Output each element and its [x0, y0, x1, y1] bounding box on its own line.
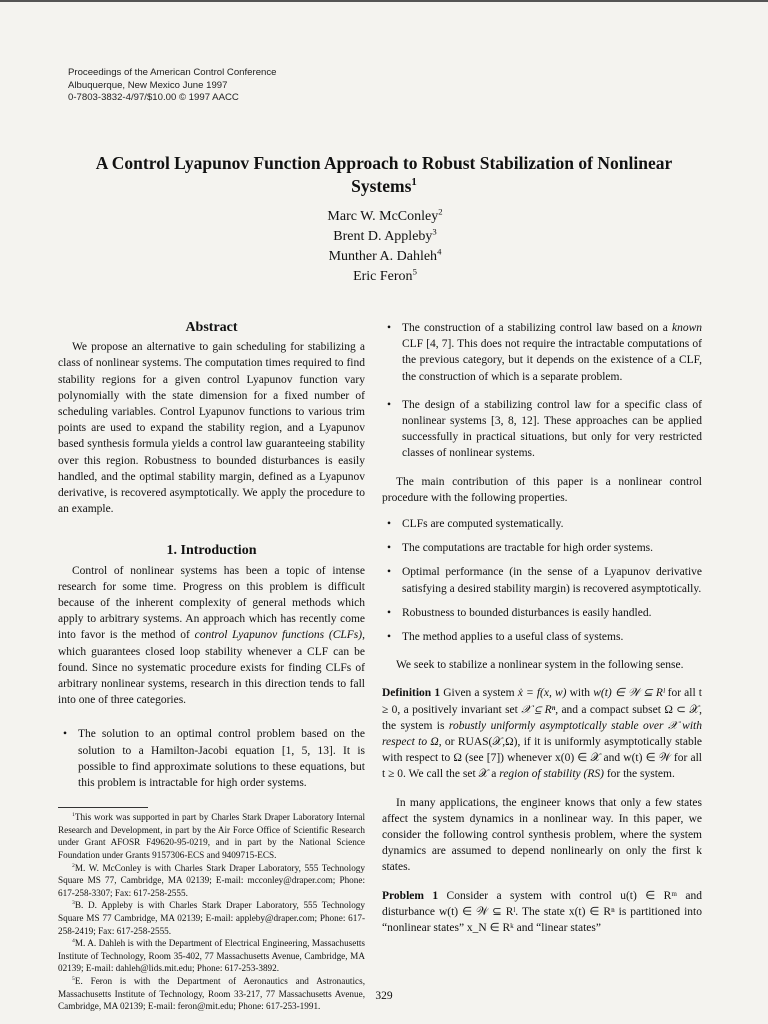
list-item: • The construction of a stabilizing control law based on a known CLF [4, 7]. This does not require the intractable computations of the previous category, but it depends on the existence of a CLF, the construction of which is a separate problem.: [387, 322, 702, 383]
paper-title: [60, 152, 708, 198]
footnote-mark: 3: [432, 226, 437, 237]
properties-list: [382, 516, 702, 645]
left-column: [58, 320, 365, 1013]
footnote: $^1$This work was supported in part by Charles Stark Draper Laboratory Internal Research and Development, in part by the Air Force Office of Scientific Research under Grant AFOSR F49620-95-0219, and in part by the National Science Foundation under Grants 9157306-ECS and 9409715-ECS.: [58, 812, 365, 861]
footnote-mark: 4: [437, 246, 442, 257]
list-item: • Optimal performance (in the sense of a Lyapunov derivative satisfying a desired stability margin) is recovered asymptotically.: [387, 566, 702, 595]
category-list: [58, 726, 365, 791]
conference-line: Proceedings of the American Control Conference: [68, 67, 277, 78]
bullet-icon: •: [387, 542, 392, 555]
author: Brent D. Appleby$^3$: [333, 226, 437, 244]
applications-paragraph: In many applications, the engineer knows that only a few states affect the system dynamics in a nonlinear way. In this paper, we consider the following control synthesis problem, where the system dynamics are assumed to depend nonlinearly on only the first k states.: [382, 796, 702, 874]
list-item: • The method applies to a useful class of systems.: [382, 629, 702, 645]
footnote: $^5$E. Feron is with the Department of Aeronautics and Astronautics, Massachusetts Institute of Technology, Room 33-217, 77 Massachusetts Avenue, Cambridge, MA 02139; E-mail: feron@mit.edu; Phone: 617-253-1991.: [58, 975, 365, 1012]
bullet-icon: •: [63, 728, 68, 741]
footnote-mark: 5: [412, 266, 417, 277]
author: Eric Feron$^5$: [353, 266, 417, 284]
footnote-rule: [58, 807, 148, 808]
author: Marc W. McConley$^2$: [327, 206, 443, 224]
list-item: • The computations are tractable for high order systems.: [382, 540, 702, 556]
footnote-mark: 2: [438, 206, 443, 217]
definition-1: Definition 1 Given a system ẋ = f(x, w) with w(t) ∈ 𝒲 ⊆ Rˡ for all t ≥ 0, a positively invariant set 𝒳 ⊆ Rⁿ, and a compact subset Ω ⊂ 𝒳, the system is robustly uniformly asymptotically stable over 𝒳 with respect to Ω, or RUAS(𝒳,Ω), if it is uniformly asymptotically stable with respect to Ω (see [7]) whenever x(0) ∈ 𝒳 and w(t) ∈ 𝒲 for all t ≥ 0. We call the set 𝒳 a region of stability (RS) for the system.: [382, 687, 702, 781]
list-item: • The design of a stabilizing control law for a specific class of nonlinear systems [3, 8, 12]. These approaches can be applied successfully in practical situations, but only for very restricted classes of nonlinear systems.: [387, 398, 702, 460]
footnote: $^2$M. W. McConley is with Charles Stark Draper Laboratory, 555 Technology Square MS 77, Cambridge, MA 02139; E-mail: mcconley@draper.com; Phone: 617-258-3307; Fax: 617-258-2555.: [58, 862, 365, 898]
bullet-icon: •: [387, 322, 392, 334]
conference-line: 0-7803-3832-4/97/$10.00 © 1997 AACC: [68, 92, 239, 103]
bullet-icon: •: [387, 518, 392, 531]
page-top-edge: [0, 0, 768, 2]
footnotes: [58, 807, 365, 1013]
bullet-icon: •: [387, 566, 392, 579]
conference-info: [68, 67, 277, 105]
title-line: A Control Lyapunov Function Approach to Robust Stabilization of Nonlinear: [95, 153, 673, 173]
problem-1: Problem 1 Consider a system with control u(t) ∈ Rᵐ and disturbance w(t) ∈ 𝒲 ⊆ Rˡ. The state x(t) ∈ Rⁿ is partitioned into “nonlinear states” x_N ∈ Rᵏ and “linear states”: [382, 889, 702, 935]
footnote-mark: 1: [411, 176, 417, 189]
author: Munther A. Dahleh$^4$: [328, 246, 442, 264]
abstract-text: We propose an alternative to gain scheduling for stabilizing a class of nonlinear systems. The computation times required to find stability regions for a given control Lyapunov function vary polynomially with the state dimension for a fixed number of scheduling variables. Control Lyapunov functions to various trim points are used to expand the stability region, and a Lyapunov based synthesis formula yields a control law guaranteeing stability over this region. Robustness to bounded disturbances is easily handled, and the optimal stability margin, defined as a Lyapunov derivative, is recovered asymptotically. We apply the procedure to an example.: [58, 341, 365, 516]
author-list: [240, 207, 530, 287]
category-list-continued: [382, 320, 702, 462]
footnote: $^4$M. A. Dahleh is with the Department of Electrical Engineering, Massachusetts Institute of Technology, Room 35-402, 77 Massachusetts Avenue, Cambridge, MA 02139; E-mail: dahleh@lids.mit.edu; Phone: 617-253-3892.: [58, 938, 365, 974]
list-item: • The solution to an optimal control problem based on the solution to a Hamilton-Jacobi equation [1, 5, 13]. It is possible to find approximate solutions to these equations, but this problem is intractable for high order systems.: [63, 728, 365, 790]
bullet-icon: •: [387, 606, 392, 619]
list-item: • Robustness to bounded disturbances is easily handled.: [382, 605, 702, 621]
bullet-icon: •: [387, 398, 392, 411]
bullet-icon: •: [387, 631, 392, 644]
introduction-paragraph: Control of nonlinear systems has been a topic of intense research for some time. Progress on this problem is difficult because of the inherent complexity of general methods which apply to arbitrary systems. An approach which has recently come into favor is the method of control Lyapunov functions (CLFs), which guarantees closed loop stability whenever a CLF can be found. Since no systematic procedure exists for finding CLFs of arbitrary nonlinear systems, research in this direction tends to fall into one of three categories.: [58, 564, 365, 707]
page-number: 329: [375, 990, 393, 1002]
list-item: • CLFs are computed systematically.: [382, 516, 702, 532]
footnote: $^3$B. D. Appleby is with Charles Stark Draper Laboratory, 555 Technology Square MS 77 Cambridge, MA 02139; E-mail: appleby@draper.com; Phone: 617-258-2419; Fax: 617-258-2555.: [58, 900, 365, 936]
contribution-paragraph: The main contribution of this paper is a nonlinear control procedure with the following properties.: [382, 475, 702, 504]
goal-paragraph: We seek to stabilize a nonlinear system in the following sense.: [396, 659, 684, 672]
conference-line: Albuquerque, New Mexico June 1997: [68, 79, 228, 91]
title-line: Systems$^1$: [351, 176, 417, 196]
right-column: [382, 320, 702, 936]
abstract-heading: Abstract: [185, 320, 238, 335]
introduction-heading: 1. Introduction: [166, 543, 257, 559]
